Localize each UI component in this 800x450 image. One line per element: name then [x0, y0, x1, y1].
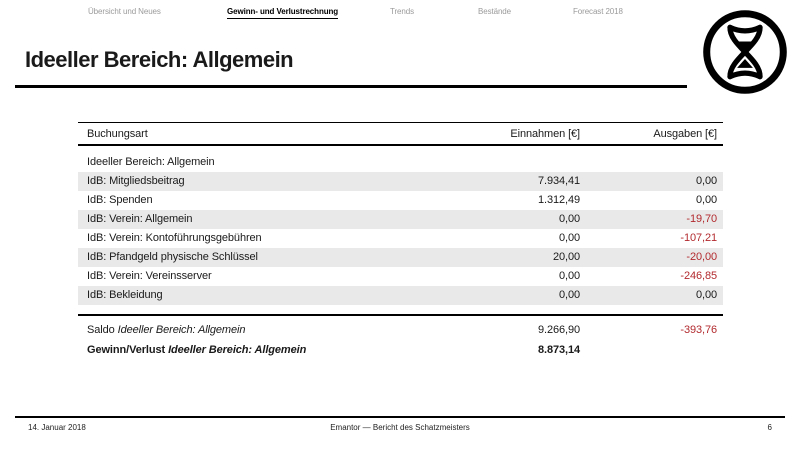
row-einnahmen: 0,00: [558, 232, 580, 244]
gewinn-verlust-ausgaben: [580, 340, 717, 360]
table-row: [78, 191, 723, 210]
nav-item-bestaende[interactable]: Bestände: [478, 7, 512, 16]
ledger-table: [78, 122, 723, 360]
title-rule: [15, 85, 687, 88]
table-header-row: [78, 122, 723, 146]
footer-document-title: Emantor — Bericht des Schatzmeisters: [330, 423, 470, 432]
nav-item-forecast[interactable]: Forecast 2018: [573, 7, 623, 16]
nav-item-uebersicht[interactable]: Übersicht und Neues: [88, 7, 161, 16]
footer-rule: [15, 416, 785, 418]
nav-item-gewinn-verlust[interactable]: Gewinn- und Verlustrechnung: [227, 7, 338, 19]
row-label: IdB: Bekleidung: [87, 289, 163, 301]
column-header-einnahmen: Einnahmen [€]: [510, 127, 580, 140]
saldo-einnahmen: 9.266,90: [537, 324, 580, 336]
row-ausgaben: 0,00: [695, 194, 717, 206]
table-row: [78, 172, 723, 191]
page-title: Ideeller Bereich: Allgemein: [25, 47, 294, 72]
gewinn-verlust-label: Gewinn/Verlust: [87, 344, 166, 356]
saldo-ausgaben: -393,76: [680, 324, 717, 336]
footer-page-number: 6: [767, 423, 772, 432]
row-label: IdB: Verein: Allgemein: [87, 213, 193, 225]
row-einnahmen: 7.934,41: [537, 175, 580, 187]
row-label: IdB: Spenden: [87, 194, 153, 206]
table-row: [78, 286, 723, 305]
gewinn-verlust-row: [78, 340, 723, 360]
nav-item-trends[interactable]: Trends: [390, 7, 415, 16]
row-ausgaben: 0,00: [695, 175, 717, 187]
saldo-label: Saldo: [87, 324, 115, 336]
hourglass-logo-icon: [701, 8, 789, 96]
row-einnahmen: 0,00: [558, 270, 580, 282]
row-ausgaben: -107,21: [680, 232, 717, 244]
table-row: [78, 267, 723, 286]
saldo-row: [78, 320, 723, 340]
footer: [0, 423, 800, 437]
column-header-buchungsart: Buchungsart: [87, 127, 148, 140]
summary-divider-rule: [78, 314, 723, 316]
footer-date: 14. Januar 2018: [28, 423, 86, 432]
row-einnahmen: 20,00: [552, 251, 580, 263]
group-header-label: Ideeller Bereich: Allgemein: [87, 156, 215, 168]
row-label: IdB: Verein: Vereinsserver: [87, 270, 212, 282]
gewinn-verlust-scope-label: Ideeller Bereich: Allgemein: [168, 344, 307, 356]
table-group-header-row: [78, 153, 723, 172]
row-ausgaben: 0,00: [695, 289, 717, 301]
table-row: [78, 210, 723, 229]
column-header-ausgaben: Ausgaben [€]: [653, 127, 717, 140]
row-einnahmen: 0,00: [558, 289, 580, 301]
row-label: IdB: Mitgliedsbeitrag: [87, 175, 185, 187]
gewinn-verlust-einnahmen: 8.873,14: [537, 344, 580, 356]
saldo-scope-label: Ideeller Bereich: Allgemein: [117, 324, 246, 336]
row-ausgaben: -246,85: [680, 270, 717, 282]
row-label: IdB: Verein: Kontoführungsgebühren: [87, 232, 262, 244]
table-row: [78, 248, 723, 267]
row-ausgaben: -20,00: [686, 251, 717, 263]
table-row: [78, 229, 723, 248]
row-einnahmen: 1.312,49: [537, 194, 580, 206]
summary-rows: [78, 320, 723, 360]
row-einnahmen: 0,00: [558, 213, 580, 225]
table-body: [78, 153, 723, 305]
row-ausgaben: -19,70: [686, 213, 717, 225]
row-label: IdB: Pfandgeld physische Schlüssel: [87, 251, 258, 263]
